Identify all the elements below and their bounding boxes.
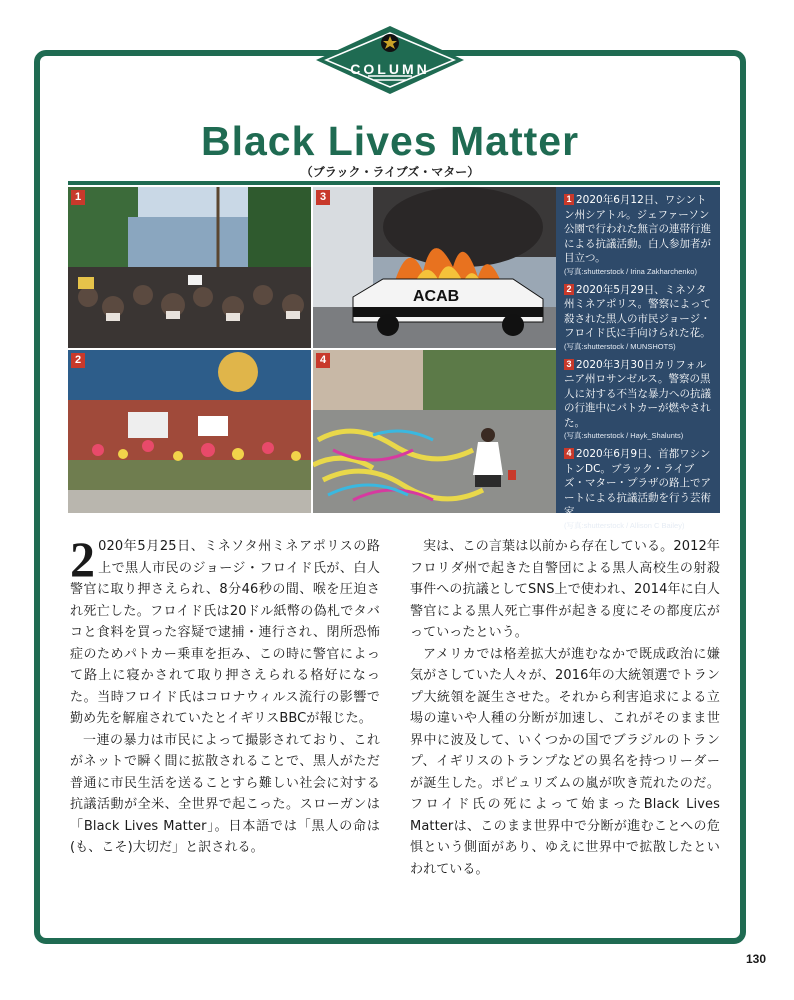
caption-text: 2020年3月30日カリフォルニア州ロサンゼルス。警察の黒人に対する不当な暴力への抗議の行進中にパトカーが燃やされた。: [564, 358, 711, 429]
caption-credit: (写真:shutterstock / Hayk_Shalunts): [564, 431, 684, 440]
caption-number-badge: 2: [564, 284, 574, 295]
photo-number-badge: 2: [71, 353, 85, 368]
paragraph-text: 020年5月25日、ミネソタ州ミネアポリスの路上で黒人市民のジョージ・フロイド氏が、白人警官に取り押さえられ、8分46秒の間、喉を圧迫され死亡した。フロイド氏は20ドル紙幣の偽札でタバコと食料を買った容疑で逮捕・連行され、閉所恐怖症のためパトカー乗車を拒み、この時に警官によって路上に寝かされて取り押さえられる格好になった。当時フロイド氏はコロナウィルス流行の影響で勤め先を解雇されていたとイギリスBBCが報じた。: [70, 539, 380, 726]
caption-credit: (写真:shutterstock / Allison C Bailey): [564, 520, 685, 530]
flower-memorial-photo-icon: [68, 350, 311, 513]
photo-street-art: [313, 350, 556, 513]
photo-number-badge: 3: [316, 190, 330, 205]
photo-burning-car: [313, 187, 556, 348]
body-paragraph: [70, 531, 380, 730]
burning-police-car-photo-icon: [313, 187, 556, 348]
photo-number-badge: 1: [71, 190, 85, 205]
photo-memorial: [68, 350, 311, 513]
caption-item: [564, 447, 714, 531]
caption-number-badge: 4: [564, 448, 574, 459]
column-badge-label: COLUMN: [350, 61, 430, 77]
caption-number-badge: 1: [564, 194, 574, 205]
body-paragraph: 一連の暴力は市民によって撮影されており、これがネットで瞬く間に拡散されることで、黒人がただ普通に市民生活を送ることすら難しい社会に対する抗議活動が全米、全世界で起こった。スローガンは「Black Lives Matter」。日本語では「黒人の命は(も、こそ)大切だ」と訳される。: [70, 732, 380, 855]
body-paragraph: 実は、この言葉は以前から存在している。2012年フロリダ州で起きた自警団による黒人高校生の射殺事件への抗議としてSNS上で使われ、2014年に白人警官による黒人死亡事件が起きる度にその都度広がっていったという。: [410, 539, 720, 640]
caption-text: 2020年6月12日、ワシントン州シアトル。ジェファーソン公園で行われた無言の連帯行進による抗議活動。白人参加者が目立つ。: [564, 194, 711, 264]
caption-number-badge: 3: [564, 359, 574, 370]
caption-text: 2020年5月29日、ミネソタ州ミネアポリス。警察によって殺された黒人の市民ジョージ・フロイド氏に手向けられた花。: [564, 283, 712, 339]
car-graffiti-text: ACAB: [413, 288, 460, 305]
page-number: 130: [745, 952, 766, 966]
caption-item: [564, 283, 714, 352]
caption-item: [564, 358, 714, 442]
page-title: Black Lives Matter: [200, 118, 580, 164]
caption-text: 2020年6月9日、首都ワシントンDC。ブラック・ライブズ・マター・プラザの路上でアートによる抗議活動を行う芸術家。: [564, 448, 711, 518]
photo-number-badge: 4: [316, 353, 330, 368]
body-column-right: [410, 536, 720, 880]
photo-protest-march: [68, 187, 311, 348]
caption-credit: (写真:shutterstock / MUNSHOTS): [564, 341, 676, 351]
title-rule: [68, 181, 720, 185]
column-badge: [312, 24, 468, 96]
protest-march-photo-icon: [68, 187, 311, 348]
body-paragraph: アメリカでは格差拡大が進むなかで既成政治に嫌気がさしていた人々が、2016年の大統領選でトランプ大統領を誕生させた。それから利害追求による立場の違いや人種の分断が加速し、これがそのまま世界中に波及して、いくつかの国でブラジルのトランプ、イギリスのトランプなどの異名を持つリーダーが誕生した。ポピュリズムの嵐が吹き荒れたのだ。フロイド氏の死によって始まったBlack Lives Matterは、このまま世界中で分断が進むことへの危惧という側面があり、ゆえに世界中で拡散したといわれている。: [410, 646, 720, 877]
street-art-painter-photo-icon: [313, 350, 556, 513]
photo-captions-panel: [556, 187, 720, 530]
drop-cap: 2: [70, 531, 96, 587]
caption-item: [564, 193, 714, 277]
page-subtitle: （ブラック・ライブズ・マター）: [300, 165, 480, 179]
body-column-left: [70, 531, 380, 859]
diamond-badge-icon: [312, 24, 468, 96]
caption-credit: (写真:shutterstock / Irina Zakharchenko): [564, 266, 697, 276]
